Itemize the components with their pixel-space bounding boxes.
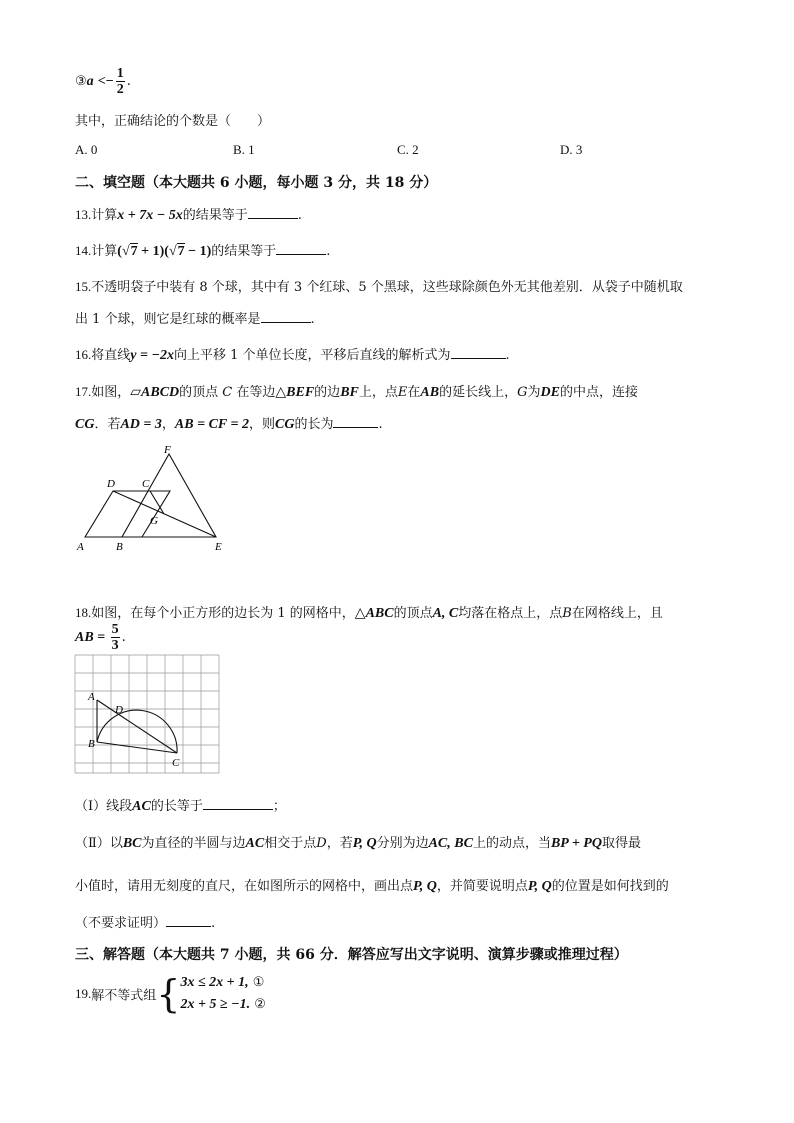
- question-13: [75, 204, 302, 224]
- option-a[interactable]: [75, 142, 97, 158]
- label-f: F: [164, 444, 171, 456]
- question-18-part-2-line-3: [75, 912, 215, 931]
- sum-expression: BP + PQ: [550, 836, 602, 851]
- q13-text-pre: 计算: [91, 208, 118, 223]
- question-16: [75, 344, 510, 364]
- text: （Ⅰ）线段: [75, 799, 133, 814]
- numerator: 5: [111, 622, 119, 637]
- text: 上的动点，当: [472, 836, 551, 851]
- segment-label: BF: [340, 385, 359, 400]
- triangle-label: △ABC: [354, 606, 394, 621]
- question-number: 18.: [75, 605, 92, 620]
- condition: AD = 3: [120, 417, 162, 432]
- question-17-line-2: [75, 413, 383, 433]
- segments-label: AC, BC: [428, 836, 473, 851]
- answer-blank[interactable]: [276, 242, 326, 255]
- answer-blank[interactable]: [248, 206, 298, 219]
- points-label: P, Q: [413, 879, 437, 894]
- label-c: C: [142, 478, 150, 490]
- answer-blank[interactable]: [451, 346, 506, 359]
- text: （Ⅱ）以: [75, 836, 123, 851]
- question-number: 15.: [75, 279, 92, 294]
- numerator: 1: [116, 66, 124, 81]
- text: 相交于点: [264, 836, 317, 851]
- label-c: C: [172, 757, 180, 769]
- segment-label: CG: [275, 417, 295, 432]
- point-label: B: [562, 606, 572, 621]
- point-label: E: [397, 385, 408, 400]
- question-number: 16.: [75, 347, 92, 362]
- question-number: 17.: [75, 384, 92, 399]
- answer-blank[interactable]: [333, 415, 378, 428]
- answer-blank[interactable]: [261, 310, 311, 323]
- q16-expression: y = −2x: [130, 348, 174, 363]
- segment-label: BC: [122, 836, 142, 851]
- text: 如图，: [91, 385, 131, 400]
- ab-equation: [75, 622, 126, 653]
- question-18-line-1: [75, 602, 663, 622]
- question-number: 13.: [75, 207, 92, 222]
- label-b: B: [88, 738, 95, 750]
- expr-part: + 1)(: [137, 244, 169, 259]
- text: ，则: [248, 417, 275, 432]
- q19-text: 解不等式组: [91, 988, 157, 1004]
- option-letter: B.: [233, 142, 245, 157]
- segment-label: DE: [540, 385, 560, 400]
- text: 为直径的半圆与边: [141, 836, 246, 851]
- label-g: G: [150, 515, 158, 527]
- equals-sign: =: [93, 630, 109, 645]
- segment-label: AC: [132, 799, 151, 814]
- sqrt-symbol: √: [121, 244, 130, 259]
- inequality-text: 2x + 5 ≥ −1.: [180, 997, 251, 1012]
- denominator: 2: [116, 82, 124, 97]
- text: 分别为边: [376, 836, 429, 851]
- inequality-system: [180, 972, 265, 1016]
- label-d: D: [107, 478, 115, 490]
- option-c[interactable]: [397, 142, 419, 158]
- points-label: P, Q: [527, 879, 552, 894]
- text: 的长为: [294, 417, 334, 432]
- q15-text: 不透明袋子中装有 8 个球，其中有 3 个红球、5 个黑球，这些球除颜色外无其他差别．从袋子中随机取: [91, 280, 683, 295]
- question-18-line-2: [75, 612, 126, 652]
- condition: AB = CF = 2: [174, 417, 249, 432]
- left-brace: {: [156, 972, 181, 1016]
- question-number: 19.: [75, 986, 92, 1001]
- section-3-heading: 三、解答题（本大题共 7 小题，共 66 分．解答应写出文字说明、演算步骤或推理过程）: [75, 947, 628, 963]
- text: 为: [527, 385, 541, 400]
- text: 的延长线上，: [439, 385, 518, 400]
- inequality-text: 3x ≤ 2x + 1,: [180, 975, 249, 990]
- segment-label: AB: [75, 630, 94, 645]
- segment-label: AC: [245, 836, 265, 851]
- less-than-sign: <: [97, 74, 106, 89]
- option-d[interactable]: [560, 142, 582, 158]
- period: .: [297, 208, 302, 223]
- triangle-bef: [122, 454, 216, 537]
- q14-text-pre: 计算: [91, 244, 118, 259]
- option-letter: C.: [397, 142, 409, 157]
- text: 在: [407, 385, 421, 400]
- figure-18-grid: [70, 650, 230, 780]
- point-label: G: [517, 385, 528, 400]
- q16-text-post: 向上平移 1 个单位长度，平移后直线的解析式为: [173, 348, 451, 363]
- text: 的长等于: [150, 799, 203, 814]
- text: 的顶点: [179, 385, 223, 400]
- question-18-part-2-line-2: [75, 875, 669, 895]
- label-b: B: [116, 541, 123, 553]
- points-label: A, C: [432, 606, 459, 621]
- text: 在等边: [232, 385, 276, 400]
- q15-text-cont: 出 1 个球，则它是红球的概率是: [75, 312, 261, 327]
- segment-de: [113, 491, 216, 537]
- statement-3: [75, 66, 131, 97]
- fraction-one-half: [116, 66, 125, 97]
- text: ，: [161, 417, 175, 432]
- label-d: D: [115, 704, 123, 716]
- question-number: 14.: [75, 243, 92, 258]
- segment-label: AB: [420, 385, 440, 400]
- text: 的中点，连接: [559, 385, 638, 400]
- option-value: 3: [575, 142, 583, 157]
- q14-text-post: 的结果等于: [211, 244, 277, 259]
- point-label: D: [316, 836, 327, 851]
- period: .: [310, 312, 315, 327]
- parallelogram-label: ▱ABCD: [130, 385, 180, 400]
- text: ；: [272, 799, 286, 814]
- q13-expression: x + 7x − 5x: [117, 208, 183, 223]
- points-label: P, Q: [352, 836, 377, 851]
- label-e: E: [215, 541, 222, 553]
- question-15-line-2: [75, 308, 315, 327]
- text: 的顶点: [393, 606, 433, 621]
- question-18-part-1: [75, 795, 286, 815]
- period: .: [126, 74, 131, 89]
- answer-blank[interactable]: [203, 797, 273, 810]
- denominator: 3: [111, 638, 119, 653]
- fraction-five-thirds: [111, 622, 120, 653]
- option-value: 2: [412, 142, 419, 157]
- circled-number: ①: [252, 975, 265, 990]
- text: 如图，在每个小正方形的边长为 1 的网格中，: [91, 606, 355, 621]
- sqrt-symbol: √: [168, 244, 177, 259]
- text: ，若: [326, 836, 353, 851]
- period: .: [505, 348, 510, 363]
- expr-part: − 1): [184, 244, 212, 259]
- circled-number: ②: [254, 997, 266, 1012]
- option-b[interactable]: [233, 142, 255, 158]
- text: 小值时，请用无刻度的直尺，在如图所示的网格中，画出点: [75, 879, 414, 894]
- item-marker: ③: [75, 74, 87, 89]
- option-letter: D.: [560, 142, 573, 157]
- inequality-2: [180, 994, 265, 1016]
- label-a: A: [88, 691, 95, 703]
- q16-text-pre: 将直线: [91, 348, 131, 363]
- question-14: [75, 240, 330, 260]
- section-2-heading: 二、填空题（本大题共 6 小题，每小题 3 分，共 18 分）: [75, 175, 438, 191]
- radicand: 7: [177, 244, 185, 259]
- answer-blank[interactable]: [166, 914, 211, 927]
- text: 取得最: [601, 836, 641, 851]
- label-a: A: [77, 541, 84, 553]
- question-prompt: 其中，正确结论的个数是（ ）: [75, 114, 271, 129]
- question-17-line-1: [75, 381, 638, 401]
- text: ，并简要说明点: [436, 879, 528, 894]
- text: 在网格线上，且: [571, 606, 663, 621]
- period: .: [378, 417, 383, 432]
- q13-text-post: 的结果等于: [182, 208, 248, 223]
- variable-a: a: [86, 74, 94, 89]
- question-15-line-1: [75, 276, 683, 295]
- text: 上，点: [358, 385, 398, 400]
- point-label: C: [222, 385, 233, 400]
- period: .: [121, 630, 126, 645]
- inequality-1: [180, 972, 265, 994]
- text: （不要求证明）: [75, 916, 167, 931]
- period: .: [211, 916, 216, 931]
- figure-17-parallelogram-triangle: [70, 440, 240, 555]
- minus-sign: −: [105, 74, 114, 89]
- option-value: 0: [90, 142, 98, 157]
- triangle-label: △BEF: [275, 385, 315, 400]
- paren: (: [117, 244, 122, 259]
- option-value: 1: [248, 142, 255, 157]
- text: 均落在格点上，点: [458, 606, 563, 621]
- segment-label: CG: [75, 417, 95, 432]
- question-18-part-2-line-1: [75, 832, 641, 852]
- text: 的边: [314, 385, 341, 400]
- option-letter: A.: [75, 142, 88, 157]
- period: .: [326, 244, 331, 259]
- question-19: [75, 972, 266, 1016]
- radicand: 7: [130, 244, 138, 259]
- text: ．若: [94, 417, 121, 432]
- text: 的位置是如何找到的: [551, 879, 669, 894]
